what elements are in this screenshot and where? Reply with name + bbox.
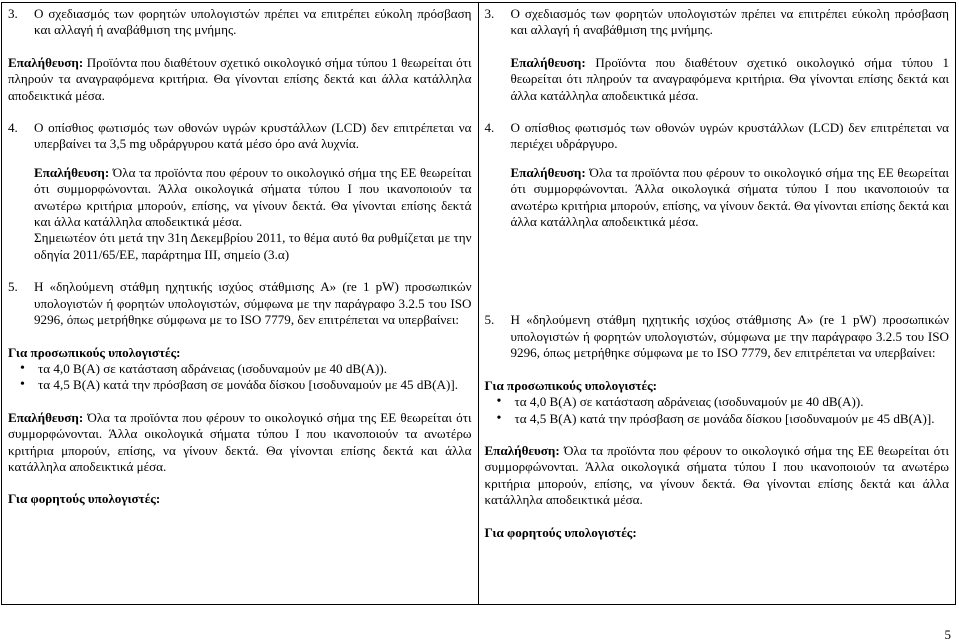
verification-label: Επαλήθευση: [510,54,586,70]
criterion-text: Ο σχεδιασμός των φορητών υπολογιστών πρέπει να επιτρέπει εύκολη πρόσβαση και αλλαγή ή αναβάθμιση της μνήμης. [34,6,472,38]
verification-text: Προϊόντα που διαθέτουν σχετικό οικολογικό σήμα τύπου 1 θεωρείται ότι πληρούν τα αναγραφόμενα κριτήρια. Θα γίνονται επίσης δεκτά και άλλα κατάλληλα αποδεικτικά μέσα. [510,54,949,103]
list-item: • τα 4,0 B(A) σε κατάσταση αδράνειας (ισοδυναμούν με 40 dB(A)). [38,361,472,377]
table-column-left [2,3,479,604]
criterion-text: Ο σχεδιασμός των φορητών υπολογιστών πρέπει να επιτρέπει εύκολη πρόσβαση και αλλαγή ή αναβάθμιση της μνήμης. [510,6,949,38]
subheading-notebook: Για φορητούς υπολογιστές: [8,491,161,507]
criterion-number: 3. [8,6,18,21]
verification-paragraph [8,55,472,104]
note-paragraph: Σημειωτέον ότι μετά την 31η Δεκεμβρίου 2011, το θέμα αυτό θα ρυθμίζεται με την οδηγία 2011/65/ΕΕ, παράρτημα ΙΙΙ, σημείο (3.α) [34,230,472,262]
page-number: 5 [944,627,951,642]
criterion-text: Η «δηλούμενη στάθμη ηχητικής ισχύος στάθμισης A» (re 1 pW) προσωπικών υπολογιστών ή φορητών υπολογιστών, σύμφωνα με την παράγραφο 3.2.5 του ISO 9296, όπως μετρήθηκε σύμφωνα με το ISO 7779, δεν επιτρέπεται να υπερβαίνει: [34,279,472,328]
list-item: • τα 4,5 B(A) κατά την πρόσβαση σε μονάδα δίσκου [ισοδυναμούν με 45 dB(A)]. [515,411,950,427]
criterion-number: 4. [8,120,18,136]
criterion-number: 5. [8,279,18,295]
criterion-text: Ο οπίσθιος φωτισμός των οθονών υγρών κρυστάλλων (LCD) δεν επιτρέπεται να υπερβαίνει τα 3,5 mg υδράργυρου κατά μέσο όρο ανά λυχνία. [34,120,472,152]
verification-paragraph [485,443,950,509]
verification-paragraph [8,410,472,476]
criterion-5 [485,312,950,361]
verification-label: Επαλήθευση: [8,409,84,425]
verification-label: Επαλήθευση: [8,54,84,70]
criterion-number: 5. [484,312,495,328]
verification-label: Επαλήθευση: [34,164,110,180]
list-item: • τα 4,0 B(A) σε κατάσταση αδράνειας (ισοδυναμούν με 40 dB(A)). [515,394,950,410]
subheading-pc: Για προσωπικούς υπολογιστές: [8,344,181,360]
verification-text: Όλα τα προϊόντα που φέρουν το οικολογικό σήμα της ΕΕ θεωρείται ότι συμμορφώνονται. Άλλα οικολογικά σήματα τύπου I που ικανοποιούν τα ανωτέρω κριτήρια μπορούν, επίσης, να γίνουν δεκτά. Θα γίνονται επίσης δεκτά και άλλα κατάλληλα αποδεικτικά μέσα. [484,442,949,508]
criterion-5 [8,279,472,328]
criterion-number: 3. [484,6,495,21]
table-column-right [479,3,956,604]
verification-paragraph [485,165,950,231]
criterion-4 [485,120,950,153]
criterion-3 [485,6,950,39]
verification-text: Προϊόντα που διαθέτουν σχετικό οικολογικό σήμα τύπου 1 θεωρείται ότι πληρούν τα αναγραφόμενα κριτήρια. Θα γίνονται επίσης δεκτά και άλλα κατάλληλα αποδεικτικά μέσα. [8,54,472,103]
criterion-text: Η «δηλούμενη στάθμη ηχητικής ισχύος στάθμισης A» (re 1 pW) προσωπικών υπολογιστών ή φορητών υπολογιστών, σύμφωνα με την παράγραφο 3.2.5 του ISO 9296, όπως μετρήθηκε σύμφωνα με το ISO 7779, δεν επιτρέπεται να υπερβαίνει: [510,312,949,361]
comparison-table [1,2,956,605]
list-item: • τα 4,5 B(A) κατά την πρόσβαση σε μονάδα δίσκου [ισοδυναμούν με 45 dB(A)]. [38,377,472,393]
pc-limits-list [485,394,950,427]
criterion-number: 4. [484,120,495,136]
subheading-notebook: Για φορητούς υπολογιστές: [484,524,637,540]
verification-paragraph [8,165,472,231]
verification-text: Όλα τα προϊόντα που φέρουν το οικολογικό σήμα της ΕΕ θεωρείται ότι συμμορφώνονται. Άλλα οικολογικά σήματα τύπου I που ικανοποιούν τα ανωτέρω κριτήρια μπορούν, επίσης, να γίνουν δεκτά. Θα γίνονται επίσης δεκτά και άλλα κατάλληλα αποδεικτικά μέσα. [8,409,472,474]
criterion-3 [8,6,472,39]
criterion-text: Ο οπίσθιος φωτισμός των οθονών υγρών κρυστάλλων (LCD) δεν επιτρέπεται να περιέχει υδράργυρο. [510,120,949,152]
verification-label: Επαλήθευση: [484,442,560,458]
verification-text: Όλα τα προϊόντα που φέρουν το οικολογικό σήμα της ΕΕ θεωρείται ότι συμμορφώνονται. Άλλα οικολογικά σήματα τύπου I που ικανοποιούν τα ανωτέρω κριτήρια μπορούν, επίσης, να γίνουν δεκτά. Θα γίνονται επίσης δεκτά και άλλα κατάλληλα αποδεικτικά μέσα. [34,164,472,230]
subheading-pc: Για προσωπικούς υπολογιστές: [484,377,658,393]
criterion-4 [8,120,472,153]
verification-paragraph [485,55,950,104]
verification-text: Όλα τα προϊόντα που φέρουν το οικολογικό σήμα της ΕΕ θεωρείται ότι συμμορφώνονται. Άλλα οικολογικά σήματα τύπου I που ικανοποιούν τα ανωτέρω κριτήρια μπορούν, επίσης, να γίνουν δεκτά. Θα γίνονται επίσης δεκτά και άλλα κατάλληλα αποδεικτικά μέσα. [510,164,949,230]
pc-limits-list [8,361,472,394]
verification-label: Επαλήθευση: [510,164,586,180]
